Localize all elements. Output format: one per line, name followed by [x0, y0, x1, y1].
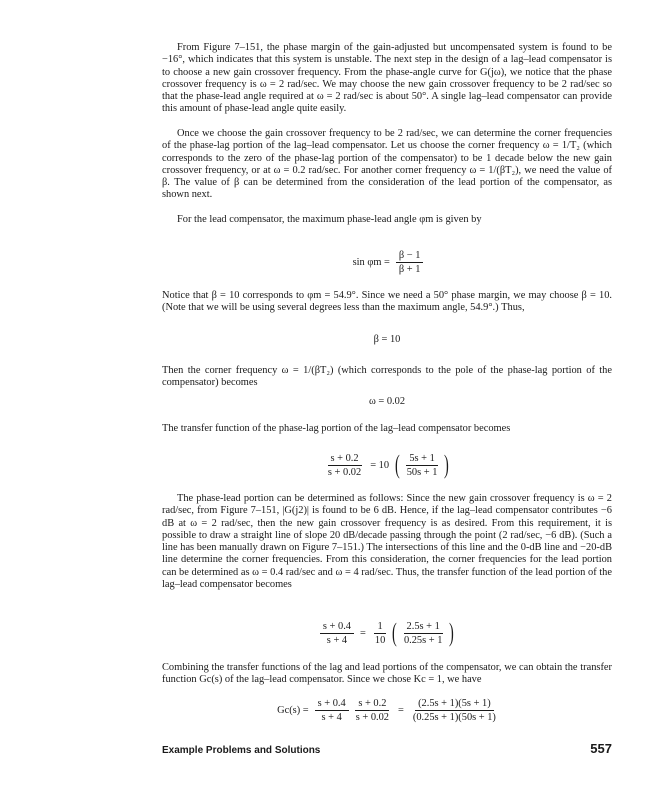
paragraph-lag-transfer: The transfer function of the phase-lag portion of the lag–lead compensator becomes: [162, 423, 511, 434]
numerator: 1: [374, 621, 385, 634]
denominator: 50s + 1: [406, 466, 438, 478]
denominator: (0.25s + 1)(50s + 1): [412, 712, 496, 723]
fraction: [315, 698, 349, 723]
denominator: s + 4: [326, 634, 348, 646]
numerator: s + 0.2: [328, 453, 362, 466]
denominator: s + 0.02: [355, 712, 390, 723]
denominator: s + 0.02: [327, 466, 362, 478]
right-paren: ): [449, 618, 455, 647]
fraction: [325, 453, 364, 478]
equation-lag-portion: [162, 452, 612, 478]
equation-text: β = 10: [373, 334, 401, 345]
fraction: [401, 621, 445, 646]
equation-beta: [162, 334, 612, 345]
denominator: 10: [374, 634, 386, 646]
equals-sign: = 10: [370, 459, 390, 471]
footer-section-title: Example Problems and Solutions: [162, 745, 321, 756]
paragraph-lead-compensator: For the lead compensator, the maximum phase-lead angle φm is given by: [177, 214, 482, 225]
equation-gc: [162, 698, 612, 723]
numerator: (2.5s + 1)(5s + 1): [415, 698, 494, 711]
page-number: 557: [590, 741, 612, 756]
equation-lead-portion: [162, 620, 612, 646]
fraction: [372, 621, 388, 646]
fraction: [353, 698, 392, 723]
denominator: s + 4: [321, 712, 342, 723]
denominator: 0.25s + 1: [403, 634, 443, 646]
paragraph-corner-frequencies: Once we choose the gain crossover frequency to be 2 rad/sec, we can determine the corner frequencies of the phase-lag portion of the lag–lead compensator. Let us choose the corner frequency ω = 1/T₂ (which corresponds to the zero of the phase-lag portion of the compensator) to be 1 decade below the new gain crossover frequency, or at ω = 0.2 rad/sec. For another corner frequency ω = 1/(βT₂), we need the value of β. The value of β can be determined from the consideration of the lead portion of the compensator, as shown next.: [162, 128, 612, 201]
left-paren: (: [392, 618, 397, 647]
fraction: [396, 250, 424, 275]
paragraph-lead-portion: The phase-lead portion can be determined as follows: Since the new gain crossover frequency is ω = 2 rad/sec, from Figure 7–151, |G(j2)| is found to be 6 dB. Hence, if the lag–lead compensator contributes −6 dB at ω = 2 rad/sec, then the new gain crossover frequency is as desired. From this requirement, it is possible to draw a straight line of slope 20 dB/decade passing through the point (2 rad/sec, −6 dB). (Such a line has been manually drawn on Figure 7–151.) The intersections of this line and the 0-dB line and −20-dB line determine the corner frequencies. From this consideration, the corner frequencies for the lead portion can be determined as ω = 0.4 rad/sec and ω = 4 rad/sec. Thus, the transfer function of the lead portion of the lag–lead compensator becomes: [162, 493, 612, 590]
paragraph-combined: Combining the transfer functions of the lag and lead portions of the compensator, we can obtain the transfer function Gc(s) of the lag–lead compensator. Since we chose Kc = 1, we have: [162, 662, 612, 686]
numerator: β − 1: [396, 250, 424, 263]
right-paren: ): [444, 450, 450, 479]
denominator: β + 1: [398, 264, 421, 275]
fraction: [410, 698, 499, 723]
equation-lhs: sin φm =: [352, 257, 390, 268]
equals-sign: =: [398, 705, 404, 716]
numerator: 2.5s + 1: [404, 621, 443, 634]
paragraph-beta-choice: Notice that β = 10 corresponds to φm = 54.9°. Since we need a 50° phase margin, we may choose β = 10. (Note that we will be using several degrees less than the maximum angle, 54.9°.) Thus,: [162, 290, 612, 314]
numerator: s + 0.4: [315, 698, 349, 711]
numerator: s + 0.4: [320, 621, 354, 634]
fraction: [404, 453, 441, 478]
left-paren: (: [395, 450, 400, 479]
numerator: s + 0.2: [355, 698, 389, 711]
numerator: 5s + 1: [406, 453, 438, 466]
fraction: [320, 621, 354, 646]
equation-sin-phi-m: [162, 250, 612, 275]
paragraph-corner-pole: Then the corner frequency ω = 1/(βT₂) (which corresponds to the pole of the phase-lag portion of the compensator) becomes: [162, 365, 612, 389]
paragraph-phase-margin: From Figure 7–151, the phase margin of the gain-adjusted but uncompensated system is found to be −16°, which indicates that this system is unstable. The next step in the design of a lag–lead compensator is to choose a new gain crossover frequency. From the phase-angle curve for G(jω), we notice that the phase crossover frequency is ω = 2 rad/sec. We may choose the new gain crossover frequency to be 2 rad/sec so that the phase-lead angle required at ω = 2 rad/sec is about 50°. A single lag–lead compensator can provide this amount of phase-lead angle quite easily.: [162, 42, 612, 115]
equation-omega: [162, 396, 612, 407]
equals-sign: =: [360, 627, 366, 639]
equation-text: ω = 0.02: [368, 396, 406, 407]
equation-lhs: Gc(s) =: [277, 705, 309, 716]
